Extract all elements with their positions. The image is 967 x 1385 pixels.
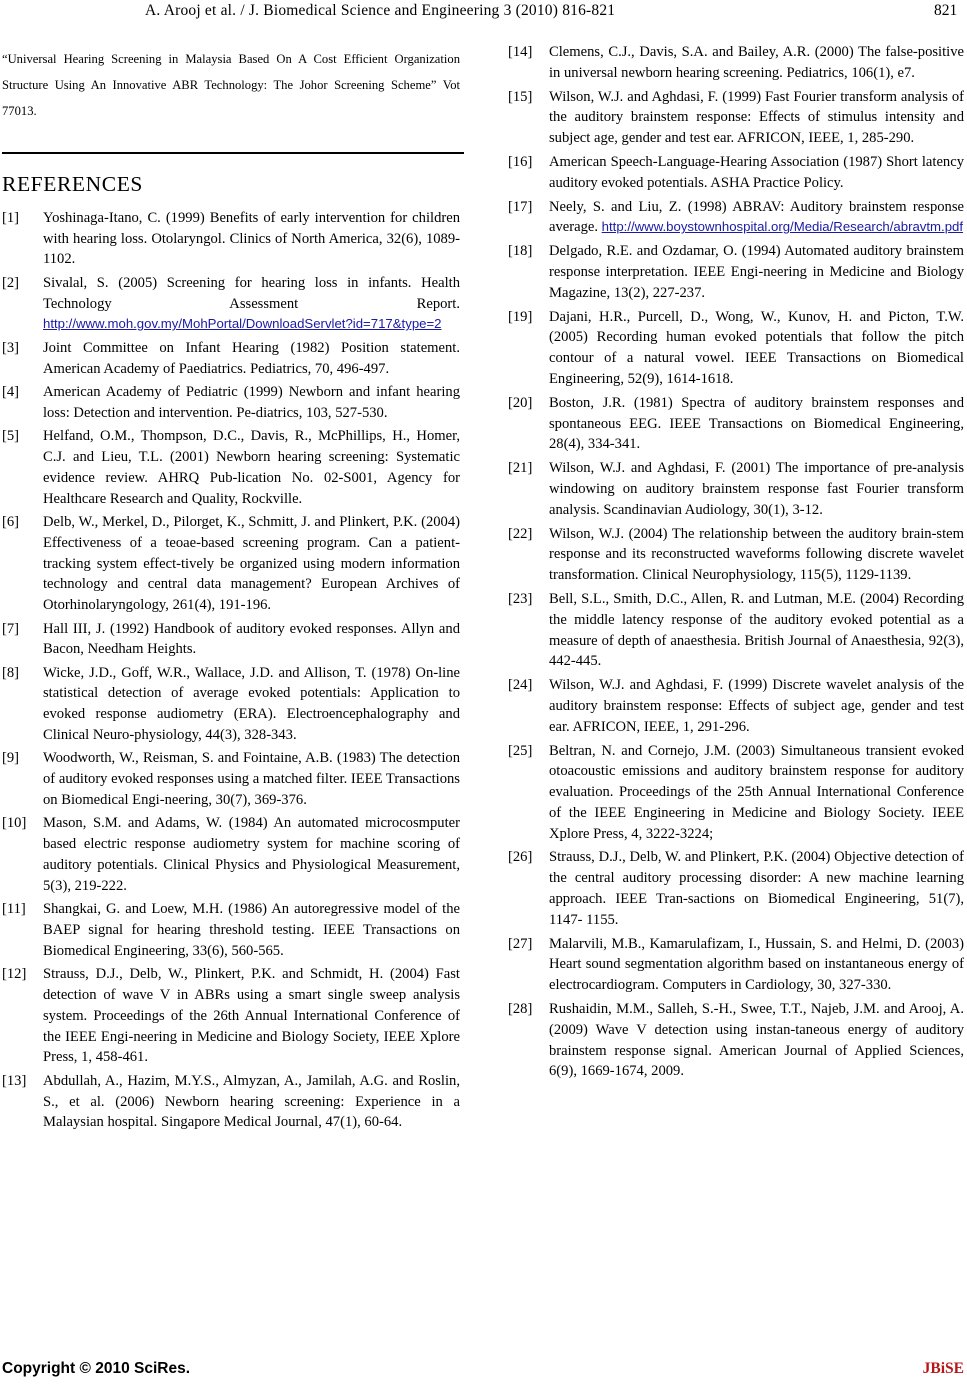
reference-text: Shangkai, G. and Loew, M.H. (1986) An autoregressive model of the BAEP signal for hearing threshold testing. IEEE Transactions on Biomedical Engineering, 33(6), 560-565. <box>43 901 460 959</box>
reference-text: Delb, W., Merkel, D., Pilorget, K., Schmitt, J. and Plinkert, P.K. (2004) Effectiveness of a teoae-based screening program. Can a patient-tracking system effect-tively be organized using modern information technology and central data management? European Archives of Otorhinolaryngology, 261(4), 191-196. <box>43 513 460 614</box>
reference-item <box>508 197 964 239</box>
reference-item <box>508 999 964 1082</box>
running-title: A. Arooj et al. / J. Biomedical Science and Engineering 3 (2010) 816-821 <box>145 2 616 19</box>
reference-text: Dajani, H.R., Purcell, D., Wong, W., Kunov, H. and Picton, T.W. (2005) Recording human evoked potentials that follow the pitch contour of a natural vowel. IEEE Transactions on Biomedical Engineering, 52(9), 1614-1618. <box>549 308 964 387</box>
reference-number: [7] <box>2 620 20 637</box>
reference-text: American Speech-Language-Hearing Association (1987) Short latency auditory evoked potentials. ASHA Practice Policy. <box>549 153 964 191</box>
reference-item <box>508 741 964 845</box>
reference-item <box>2 964 460 1068</box>
reference-number: [11] <box>2 901 26 918</box>
page-number: 821 <box>934 2 958 19</box>
reference-item <box>508 847 964 930</box>
reference-number: [27] <box>508 935 533 952</box>
reference-text: Woodworth, W., Reisman, S. and Fointaine, A.B. (1983) The detection of auditory evoked responses using a matched filter. IEEE Transactions on Biomedical Engi-neering, 30(7), 369-376. <box>43 750 460 809</box>
section-divider <box>2 152 464 154</box>
reference-list-right <box>508 42 964 1082</box>
reference-item <box>2 382 460 424</box>
reference-number: [17] <box>508 198 533 215</box>
reference-number: [24] <box>508 677 533 694</box>
reference-text: Wilson, W.J. and Aghdasi, F. (2001) The importance of pre-analysis windowing on auditory brainstem response fast Fourier transform analysis. Scandinavian Audiology, 30(1), 3-12. <box>549 460 964 518</box>
reference-number: [14] <box>508 44 533 60</box>
reference-number: [25] <box>508 742 533 759</box>
reference-item <box>508 393 964 455</box>
reference-item <box>2 512 460 616</box>
reference-number: [5] <box>2 428 20 445</box>
reference-number: [16] <box>508 153 533 170</box>
reference-text: Hall III, J. (1992) Handbook of auditory evoked responses. Allyn and Bacon, Needham Heights. <box>43 620 460 658</box>
reference-number: [20] <box>508 394 533 411</box>
left-column <box>2 42 460 1136</box>
reference-item <box>508 241 964 303</box>
reference-text: Joint Committee on Infant Hearing (1982) Position statement. American Academy of Paediatrics. Pediatrics, 70, 496-497. <box>43 339 460 377</box>
reference-item <box>2 899 460 961</box>
copyright-notice: Copyright © 2010 SciRes. <box>2 1360 191 1377</box>
reference-number: [12] <box>2 966 27 983</box>
reference-item <box>2 1071 460 1133</box>
reference-number: [1] <box>2 209 20 226</box>
reference-item <box>2 663 460 746</box>
reference-number: [28] <box>508 1001 533 1018</box>
reference-list-left <box>2 208 460 1133</box>
reference-text: Delgado, R.E. and Ozdamar, O. (1994) Automated auditory brainstem response interpretation. IEEE Engi-neering in Medicine and Biology Magazine, 13(2), 227-237. <box>549 243 964 301</box>
reference-text: American Academy of Pediatric (1999) Newborn and infant hearing loss: Detection and intervention. Pe-diatrics, 103, 527-530. <box>43 383 460 421</box>
reference-text: Yoshinaga-Itano, C. (1999) Benefits of early intervention for children with hearing loss. Otolaryngol. Clinics of North America, 32(6), 1089-1102. <box>43 209 460 268</box>
reference-number: [10] <box>2 815 27 832</box>
reference-text: Boston, J.R. (1981) Spectra of auditory brainstem responses and spontaneous EEG. IEEE Transactions on Biomedical Engineering, 28(4), 334-341. <box>549 394 964 453</box>
reference-text: Helfand, O.M., Thompson, D.C., Davis, R., McPhillips, H., Homer, C.J. and Lieu, T.L. (2001) Newborn hearing screening: Systematic evidence review. AHRQ Pub-lication No. 02-S001, Agency for Healthcare Research and Quality, Rockville. <box>43 428 460 507</box>
reference-link[interactable]: http://www.boystownhospital.org/Media/Research/abravtm.pdf <box>601 219 964 235</box>
reference-item <box>508 307 964 390</box>
reference-text: Malarvili, M.B., Kamarulafizam, I., Hussain, S. and Helmi, D. (2003) Heart sound segmentation algorithm based on instantaneous energy of electrocardiogram. Computers in Cardiology, 30, 327-330. <box>549 935 964 994</box>
reference-item <box>2 208 460 270</box>
reference-item <box>508 524 964 586</box>
reference-item <box>508 458 964 520</box>
reference-item <box>508 87 964 149</box>
reference-number: [19] <box>508 308 533 325</box>
reference-item <box>2 273 460 335</box>
reference-item <box>2 426 460 509</box>
reference-text: Wilson, W.J. and Aghdasi, F. (1999) Discrete wavelet analysis of the auditory brainstem response: Effects of subject age, gender and test ear. AFRICON, IEEE, 1, 291-296. <box>549 677 964 735</box>
references-heading: REFERENCES <box>2 172 143 196</box>
journal-abbreviation: JBiSE <box>922 1360 964 1377</box>
reference-text: Rushaidin, M.M., Salleh, S.-H., Swee, T.T., Najeb, J.M. and Arooj, A. (2009) Wave V detection using instan-taneous energy of auditory brainstem response signal. American Journal of Applied Sciences, 6(9), 1669-1674, 2009. <box>549 1001 964 1080</box>
reference-text: Abdullah, A., Hazim, M.Y.S., Almyzan, A., Jamilah, A.G. and Roslin, S., et al. (2006) Newborn hearing screening: Experience in a Malaysian hospital. Singapore Medical Journal, 47(1), 60-64. <box>43 1072 460 1131</box>
reference-number: [2] <box>2 274 20 291</box>
reference-item <box>508 152 964 194</box>
reference-text: Wicke, J.D., Goff, W.R., Wallace, J.D. and Allison, T. (1978) On-line statistical detection of average evoked potentials: Application to evoked response audiometry (ERA). Electroencephalography and Clinical Neuro-physiology, 44(3), 328-343. <box>43 664 460 744</box>
reference-number: [8] <box>2 664 20 681</box>
reference-text: Clemens, C.J., Davis, S.A. and Bailey, A.R. (2000) The false-positive in universal newborn hearing screening. Pediatrics, 106(1), e7. <box>549 44 964 81</box>
acknowledgement-text: “Universal Hearing Screening in Malaysia Based On A Cost Efficient Organization Structure Using An Innovative ABR Technology: The Johor Screening Scheme” Vot 77013. <box>2 52 460 118</box>
reference-number: [15] <box>508 88 533 105</box>
reference-item <box>508 675 964 737</box>
reference-number: [22] <box>508 525 533 542</box>
reference-text: Mason, S.M. and Adams, W. (1984) An automated microcosmputer based electric response audiometry system for machine scoring of auditory potentials. Clinical Physics and Physiological Measurement, 5(3), 219-222. <box>43 815 460 894</box>
reference-item <box>2 748 460 810</box>
reference-text: Wilson, W.J. (2004) The relationship between the auditory brain-stem response and its reconstructed waveforms following discrete wavelet transformation. Clinical Neurophysiology, 115(5), 1129-1139. <box>549 525 964 584</box>
reference-number: [13] <box>2 1072 27 1089</box>
reference-link[interactable]: http://www.moh.gov.my/MohPortal/DownloadServlet?id=717&type=2 <box>43 316 442 332</box>
reference-item <box>508 42 964 84</box>
reference-text: Sivalal, S. (2005) Screening for hearing loss in infants. Health Technology Assessment Report. <box>43 274 460 312</box>
page-footer <box>0 1358 967 1385</box>
reference-item <box>2 338 460 380</box>
reference-text: Neely, S. and Liu, Z. (1998) ABRAV: Auditory brainstem response average. <box>549 198 964 236</box>
reference-item <box>508 589 964 672</box>
reference-number: [18] <box>508 243 533 260</box>
right-column <box>508 42 964 1085</box>
reference-item <box>508 934 964 996</box>
reference-number: [23] <box>508 590 533 607</box>
reference-item <box>2 619 460 661</box>
reference-text: Wilson, W.J. and Aghdasi, F. (1999) Fast Fourier transform analysis of the auditory brainstem response: Effects of stimulus intensity and subject age, gender and test ear. AFRICON, IEEE, 1, 285-290. <box>549 88 964 147</box>
reference-item <box>2 813 460 896</box>
reference-text: Bell, S.L., Smith, D.C., Allen, R. and Lutman, M.E. (2004) Recording the middle latency response of the auditory evoked potential as a measure of depth of anaesthesia. British Journal of Anaesthesia, 92(3), 442-445. <box>549 590 964 670</box>
reference-number: [3] <box>2 339 20 356</box>
reference-text: Beltran, N. and Cornejo, J.M. (2003) Simultaneous transient evoked otoacoustic emissions and auditory brainstem response for auditory evaluation. Proceedings of the 25th Annual International Conference of the IEEE Engineering in Medicine and Biology Society. IEEE Xplore Press, 4, 3222-3224; <box>549 742 964 842</box>
reference-number: [26] <box>508 849 533 866</box>
reference-text: Strauss, D.J., Delb, W., Plinkert, P.K. and Schmidt, H. (2004) Fast detection of wave V in ABRs using a smart single sweep analysis system. Proceedings of the 26th Annual International Conference of the IEEE Engi-neering in Medicine and Biology Society, IEEE Xplore Press, 1, 458-461. <box>43 966 460 1066</box>
reference-text: Strauss, D.J., Delb, W. and Plinkert, P.K. (2004) Objective detection of the central auditory processing disorder: A new machine learning approach. IEEE Tran-sactions on Biomedical Engineering, 51(7), 1147- 1155. <box>549 849 964 928</box>
reference-number: [4] <box>2 383 20 400</box>
reference-number: [9] <box>2 750 20 767</box>
reference-number: [21] <box>508 460 533 477</box>
reference-number: [6] <box>2 513 20 530</box>
